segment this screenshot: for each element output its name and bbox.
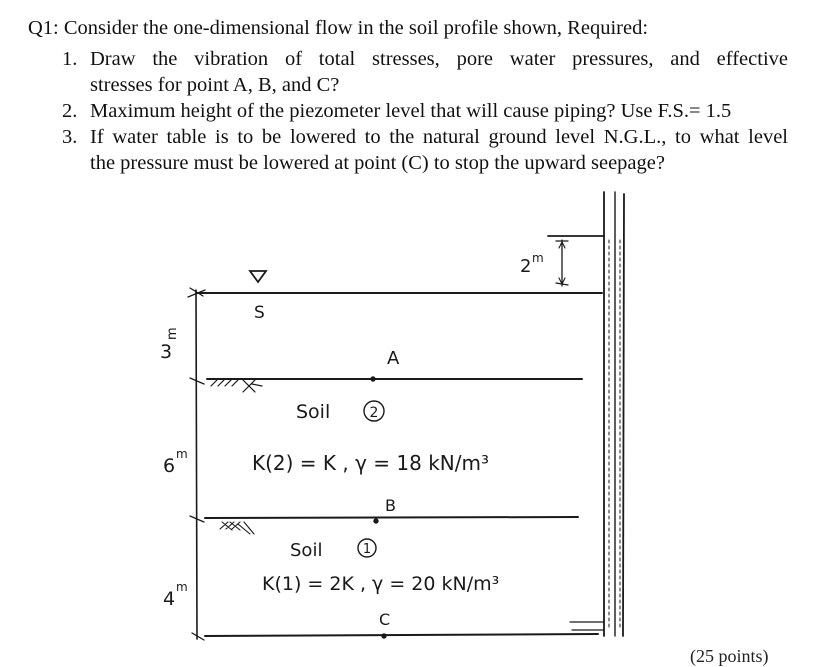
dim-soil2-value: 6 bbox=[163, 455, 176, 477]
dim-tick-bottom bbox=[192, 633, 204, 640]
point-b-marker bbox=[374, 519, 378, 523]
dim-soil2-unit: m bbox=[176, 447, 188, 461]
piezometer-connector bbox=[570, 622, 604, 630]
dim-piezo-unit: m bbox=[532, 251, 544, 265]
left-dimension-line bbox=[196, 290, 197, 639]
points-label: (25 points) bbox=[690, 646, 769, 666]
item-3-number: 3. bbox=[62, 126, 78, 148]
point-b-label: B bbox=[385, 496, 396, 515]
dim-piezo-value: 2 bbox=[520, 256, 532, 277]
item-2-line-1: Maximum height of the piezometer level that will cause piping? Use F.S.= 1.5 bbox=[90, 100, 732, 122]
soil1-properties: K(1) = 2K , γ = 20 kN/m³ bbox=[262, 573, 500, 595]
dim-soil1-unit: m bbox=[176, 580, 188, 594]
point-c-marker bbox=[382, 634, 386, 638]
soil1-name: Soil bbox=[290, 540, 323, 561]
soil2-number: 2 bbox=[369, 405, 379, 421]
dim-soil1-value: 4 bbox=[163, 588, 176, 610]
item-1-number: 1. bbox=[62, 48, 78, 70]
bottom-boundary-line bbox=[205, 634, 598, 636]
interface-hatch-icon bbox=[220, 522, 254, 534]
soil2-properties: K(2) = K , γ = 18 kN/m³ bbox=[252, 451, 490, 475]
point-c-label: C bbox=[379, 610, 391, 629]
dim-water-value: 3 bbox=[160, 341, 173, 363]
dim-water-unit: m bbox=[165, 327, 180, 340]
point-a-marker bbox=[371, 377, 375, 381]
water-surface-triangle-icon bbox=[250, 271, 266, 282]
item-3-line-1: If water table is to be lowered to the natural ground level N.G.L., to what level bbox=[90, 126, 788, 148]
item-2-number: 2. bbox=[62, 100, 78, 122]
soil2-name: Soil bbox=[296, 401, 331, 423]
item-1-line-1: Draw the vibration of total stresses, pore water pressures, and effective bbox=[90, 48, 788, 70]
question-title: Q1: Consider the one-dimensional flow in the soil profile shown, Required: bbox=[28, 17, 649, 39]
piezometer-wall-outer bbox=[623, 194, 624, 636]
water-symbol-label: S bbox=[254, 303, 265, 323]
item-3-line-2: the pressure must be lowered at point (C) to stop the upward seepage? bbox=[90, 152, 665, 174]
soil-interface-line bbox=[205, 517, 578, 518]
ground-hatch-icon bbox=[211, 380, 262, 392]
item-1-line-2: stresses for point A, B, and C? bbox=[90, 74, 340, 96]
point-a-label: A bbox=[387, 348, 400, 369]
soil1-number: 1 bbox=[362, 542, 372, 557]
